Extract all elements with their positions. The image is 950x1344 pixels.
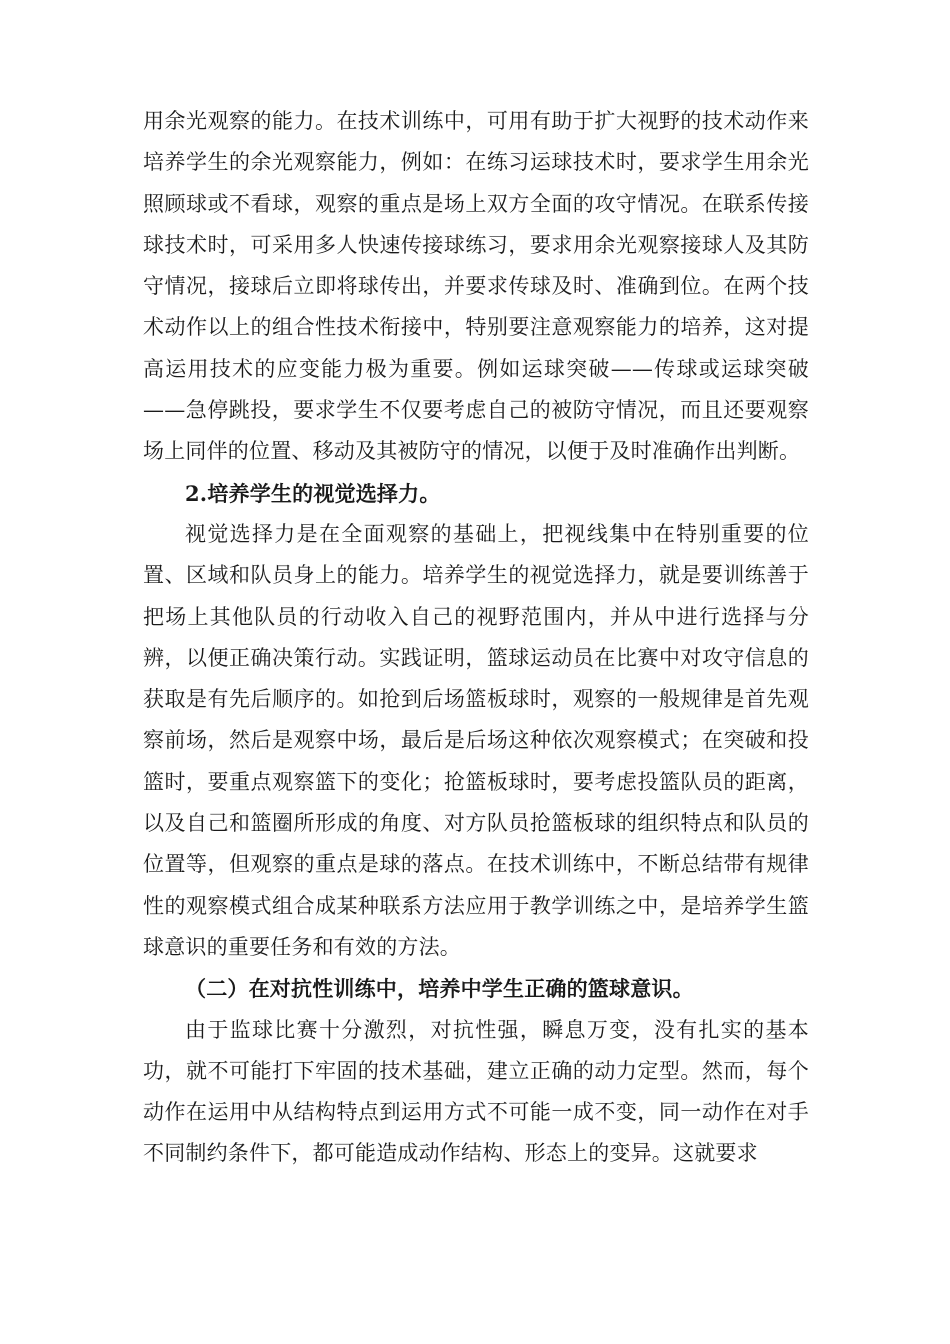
- section-heading: 2.培养学生的视觉选择力。: [185, 480, 441, 506]
- body-paragraph: 由于监球比赛十分激烈，对抗性强，瞬息万变，没有扎实的基本功，就不可能打下牢固的技术基础，建立正确的动力定型。然而，每个动作在运用中从结构特点到运用方式不可能一成不变，同一动作在对手不同制约条件下，都可能造成动作结构、形态上的变异。这就要求: [143, 1017, 809, 1166]
- section-heading: （二）在对抗性训练中，培养中学生正确的篮球意识。: [185, 976, 694, 1002]
- document-page: [143, 101, 809, 1175]
- body-paragraph: 用余光观察的能力。在技术训练中，可用有助于扩大视野的技术动作来培养学生的余光观察能力，例如：在练习运球技术时，要求学生用余光照顾球或不看球，观察的重点是场上双方全面的攻守情况。在联系传接球技术时，可采用多人快速传接球练习，要求用余光观察接球人及其防守情况，接球后立即将球传出，并要求传球及时、准确到位。在两个技术动作以上的组合性技术衔接中，特别要注意观察能力的培养，这对提高运用技术的应变能力极为重要。例如运球突破——传球或运球突破——急停跳投，要求学生不仅要考虑自己的被防守情况，而且还要观察场上同伴的位置、移动及其被防守的情况，以便于及时准确作出判断。: [143, 109, 809, 464]
- body-paragraph: 视觉选择力是在全面观察的基础上，把视线集中在特别重要的位置、区域和队员身上的能力。培养学生的视觉选择力，就是要训练善于把场上其他队员的行动收入自己的视野范围内，并从中进行选择与分辨，以便正确决策行动。实践证明，篮球运动员在比赛中对攻守信息的获取是有先后顺序的。如抢到后场篮板球时，观察的一般规律是首先观察前场，然后是观察中场，最后是后场这种依次观察模式；在突破和投篮时，要重点观察篮下的变化；抢篮板球时，要考虑投篮队员的距离，以及自己和篮圈所形成的角度、对方队员抢篮板球的组织特点和队员的位置等，但观察的重点是球的落点。在技术训练中，不断总结带有规律性的观察模式组合成某种联系方法应用于教学训练之中，是培养学生篮球意识的重要任务和有效的方法。: [143, 521, 809, 959]
